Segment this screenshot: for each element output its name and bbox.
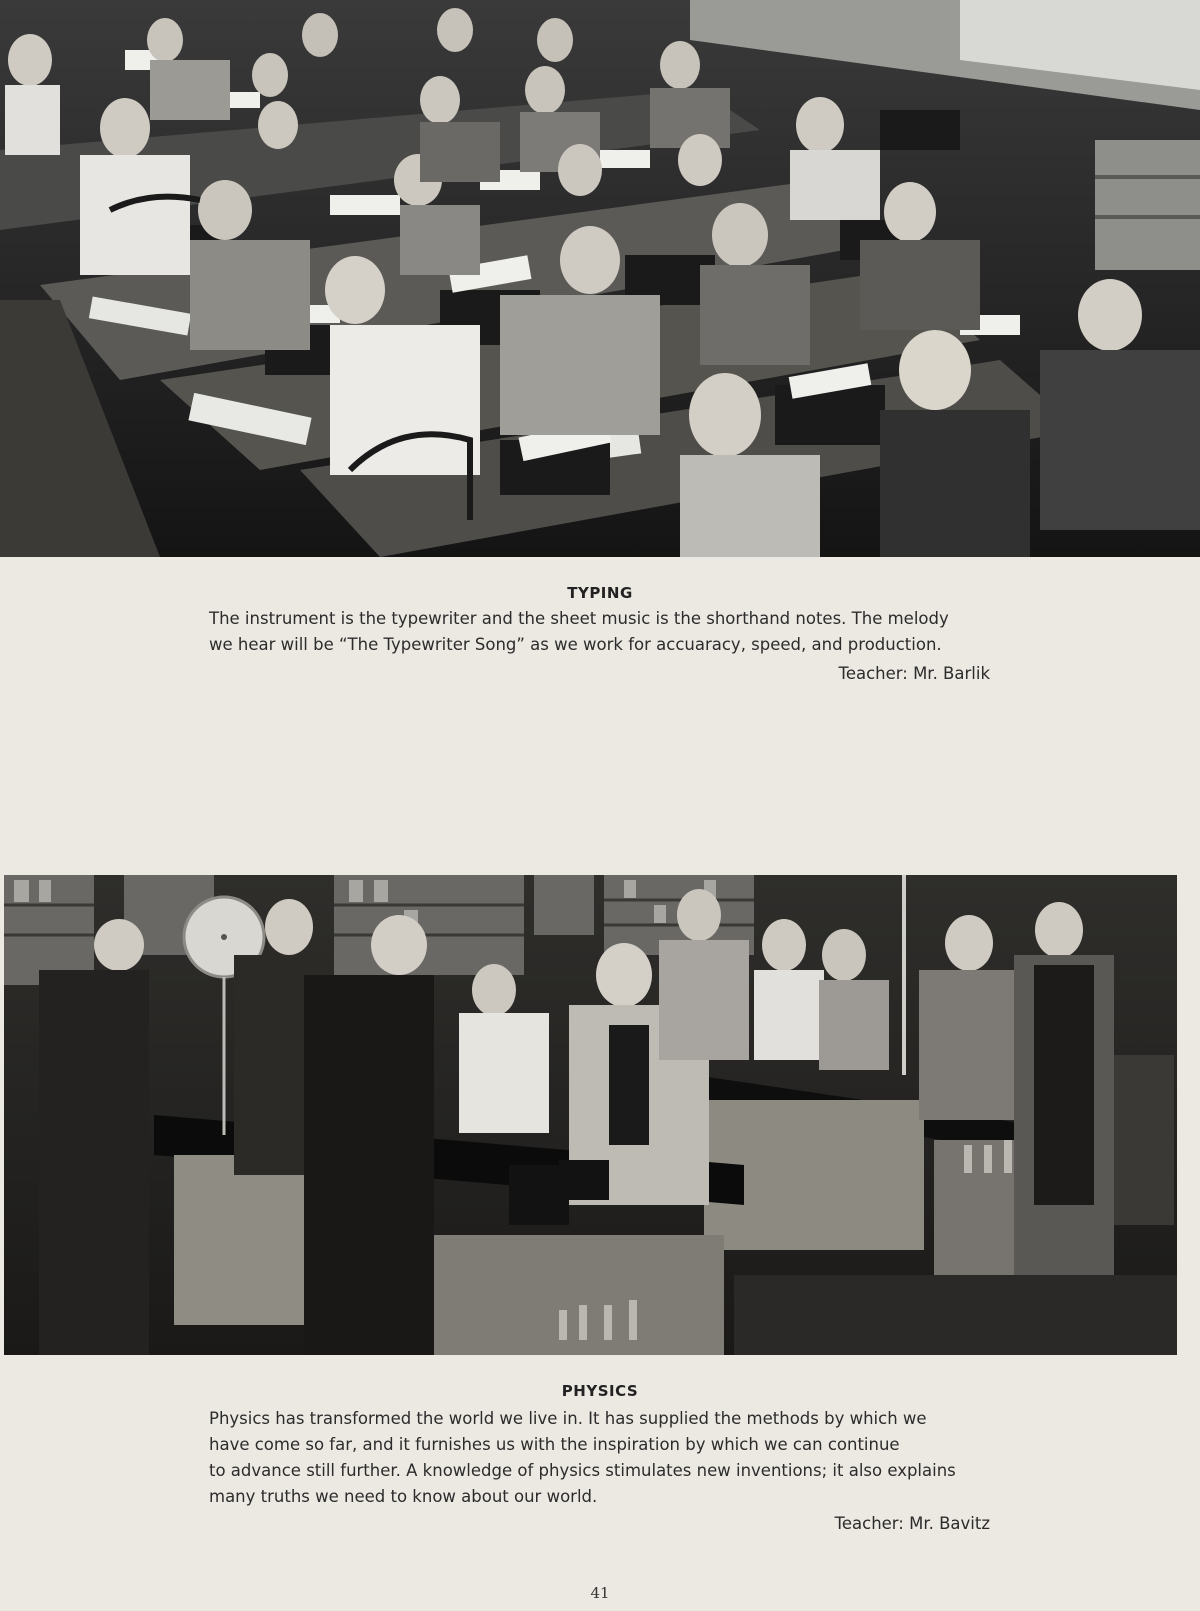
physics-line-2: have come so far, and it furnishes us with the inspiration by which we can continue — [209, 1435, 900, 1454]
page-number: 41 — [590, 1584, 610, 1602]
physics-line-4: many truths we need to know about our world. — [209, 1487, 598, 1506]
typing-classroom-photo — [0, 0, 1200, 557]
typing-line-1: The instrument is the typewriter and the sheet music is the shorthand notes. The melody — [209, 609, 949, 628]
physics-description — [209, 1406, 991, 1510]
physics-laboratory-photo — [4, 875, 1177, 1355]
physics-line-1: Physics has transformed the world we live in. It has supplied the methods by which we — [209, 1409, 927, 1428]
physics-title: PHYSICS — [561, 1382, 639, 1400]
typing-description — [209, 606, 991, 658]
typing-teacher: Teacher: Mr. Barlik — [838, 664, 990, 683]
physics-line-3: to advance still further. A knowledge of physics stimulates new inventions; it also explains — [209, 1461, 956, 1480]
physics-teacher: Teacher: Mr. Bavitz — [834, 1514, 990, 1533]
typing-title: TYPING — [567, 584, 633, 602]
physics-photo-illustration — [4, 875, 1177, 1355]
typing-line-2: we hear will be “The Typewriter Song” as we work for accuaracy, speed, and production. — [209, 635, 942, 654]
typing-photo-illustration — [0, 0, 1200, 557]
